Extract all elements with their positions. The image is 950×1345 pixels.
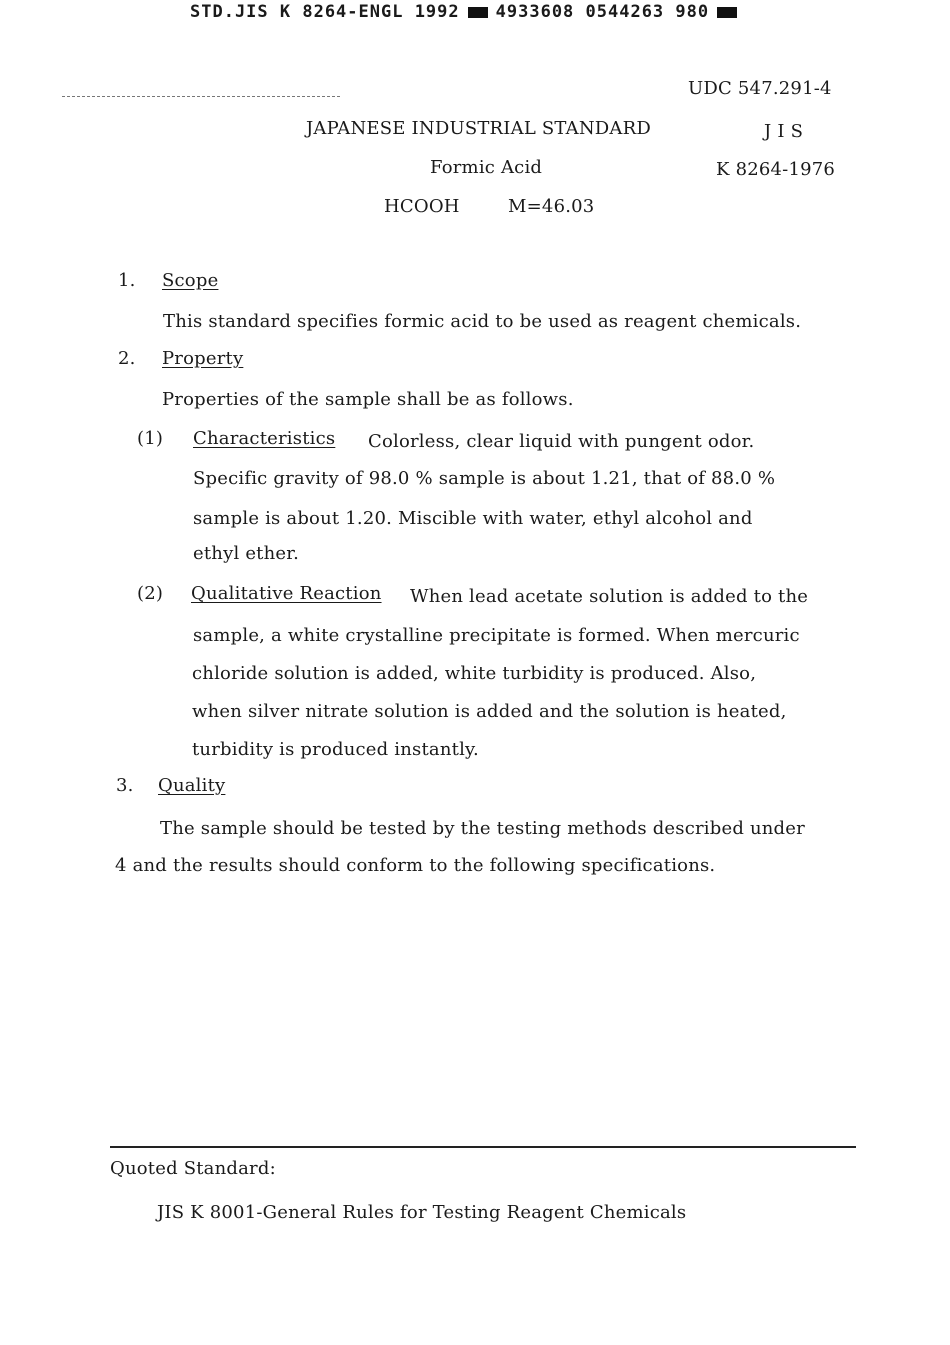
section-1-heading: Scope [162,270,219,291]
subsection-1-number: (1) [137,428,164,449]
section-3-heading: Quality [158,775,226,796]
section-3-line: The sample should be tested by the testing methods described under [160,818,805,839]
subsection-2-heading: Qualitative Reaction [191,583,382,604]
subsection-1-line: Colorless, clear liquid with pungent odor. [368,431,755,452]
section-2-number: 2. [118,348,136,369]
black-bar-icon [717,7,737,18]
subsection-2-line: sample, a white crystalline precipitate is formed. When mercuric [193,625,800,646]
subsection-1-line: ethyl ether. [193,543,300,564]
section-1-text: This standard specifies formic acid to be used as reagent chemicals. [163,311,802,332]
subsection-1-line: sample is about 1.20. Miscible with water, ethyl alcohol and [193,508,753,529]
subsection-1-line: Specific gravity of 98.0 % sample is about 1.21, that of 88.0 % [193,468,776,489]
section-1-number: 1. [118,270,136,291]
formula: HCOOH [384,196,460,217]
subsection-2-line: turbidity is produced instantly. [192,739,479,760]
header-stamp-left: STD.JIS K 8264-ENGL 1992 [190,2,460,22]
standard-number: K 8264-1976 [716,159,836,180]
header-stamp-middle: 4933608 0544263 980 [495,2,710,22]
footnote-label: Quoted Standard: [110,1158,276,1179]
jis-label: J I S [764,121,804,142]
standard-org: JAPANESE INDUSTRIAL STANDARD [306,118,652,139]
udc-code: UDC 547.291-4 [688,78,832,99]
molecular-mass: M=46.03 [508,196,595,217]
footnote-rule [110,1146,856,1148]
subsection-2-line: when silver nitrate solution is added and the solution is heated, [192,701,787,722]
black-bar-icon [468,7,488,18]
subsection-1-heading: Characteristics [193,428,336,449]
section-3-number: 3. [116,775,134,796]
footnote-text: JIS K 8001-General Rules for Testing Reagent Chemicals [157,1202,687,1223]
standard-name: Formic Acid [430,157,543,178]
section-2-text: Properties of the sample shall be as follows. [162,389,574,410]
header-stamp [190,2,745,22]
subsection-2-number: (2) [137,583,164,604]
section-2-heading: Property [162,348,244,369]
section-3-line: 4 and the results should conform to the following specifications. [115,855,716,876]
subsection-2-line: chloride solution is added, white turbidity is produced. Also, [192,663,757,684]
dotted-line [62,96,340,99]
subsection-2-line: When lead acetate solution is added to the [410,586,809,607]
